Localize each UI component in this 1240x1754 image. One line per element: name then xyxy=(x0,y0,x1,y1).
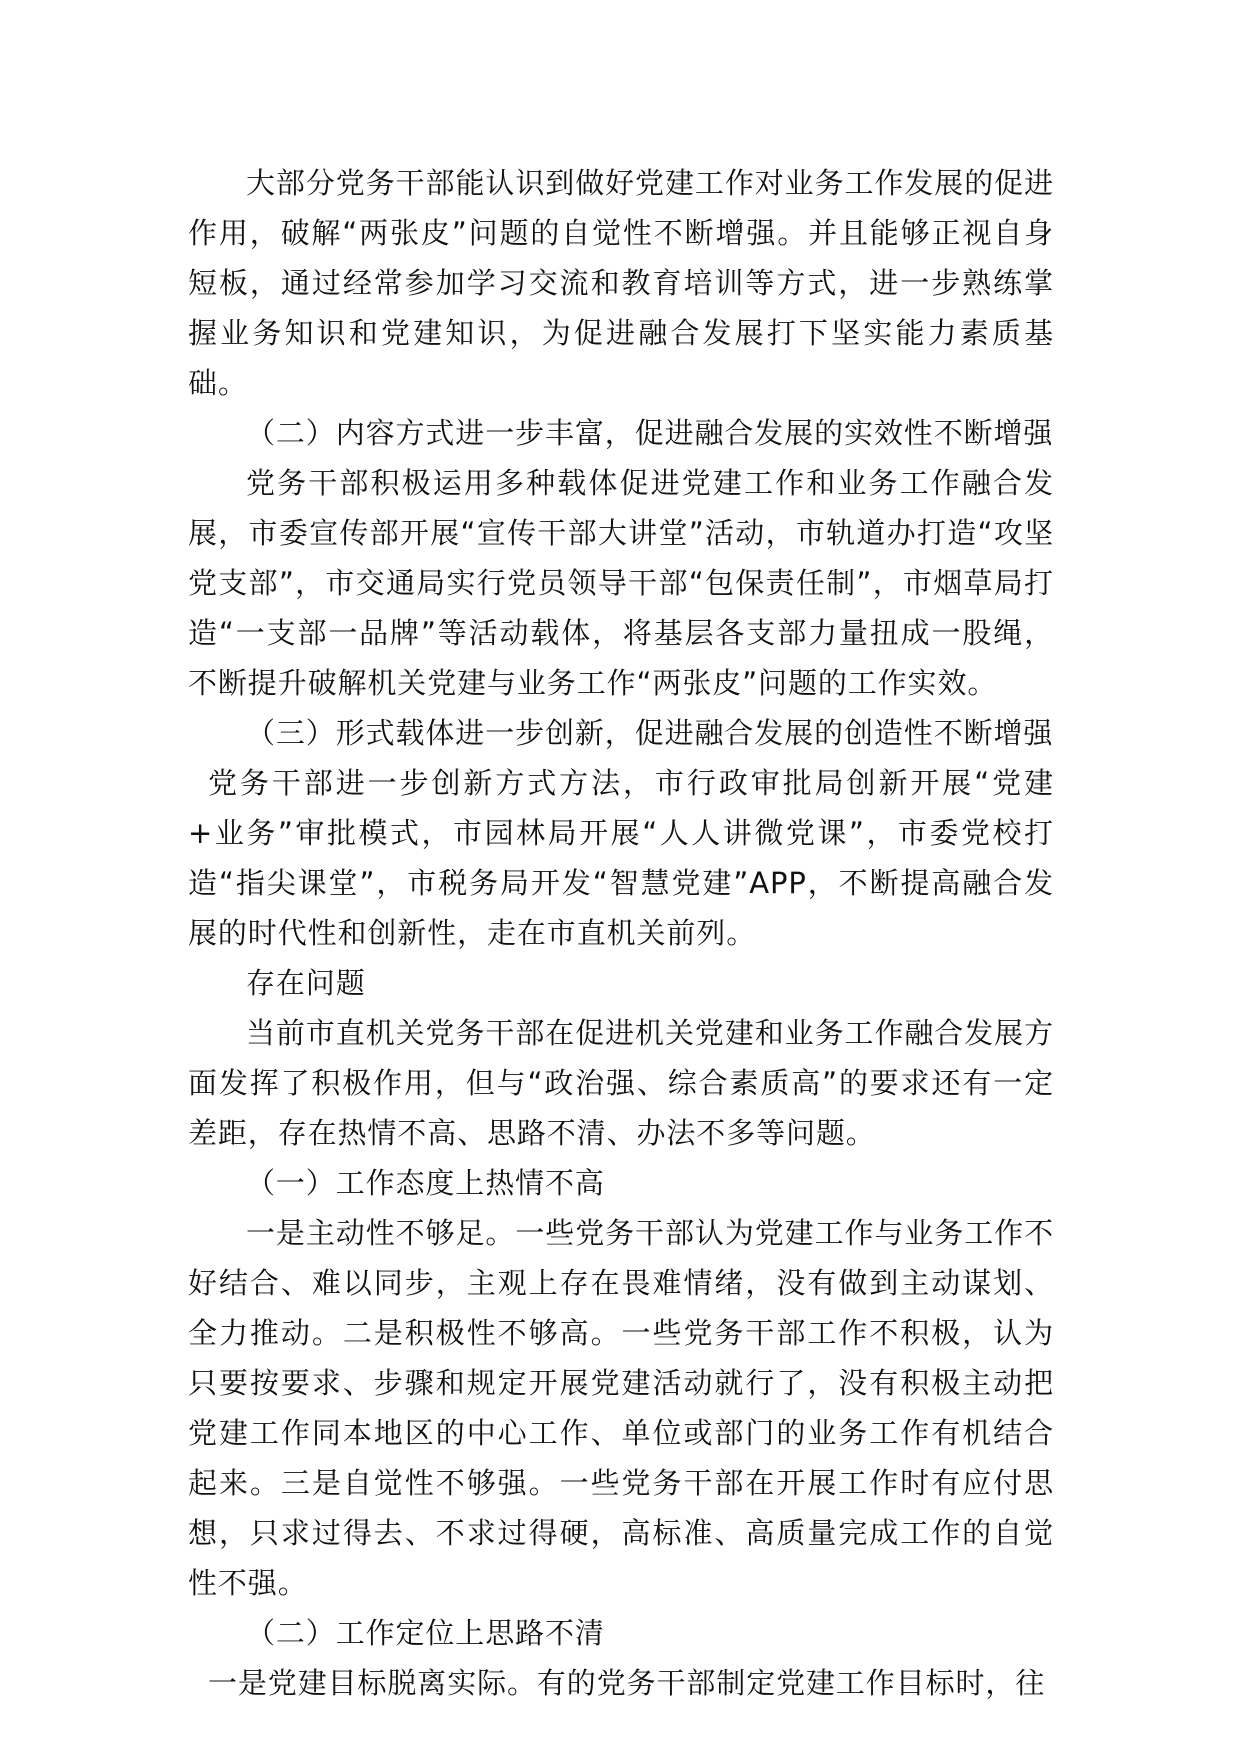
section-heading: （二）工作定位上思路不清 xyxy=(246,1616,605,1650)
section-heading: （二）内容方式进一步丰富，促进融合发展的实效性不断增强 xyxy=(246,416,1054,450)
body-paragraph: 党务干部进一步创新方式方法，市行政审批局创新开展“党建+业务”审批模式，市园林局开展“人人讲微党课”，市委党校打造“指尖课堂”，市税务局开发“智慧党建”APP，不断提高融合发展的时代性和创新性，走在市直机关前列。 xyxy=(188,766,1054,950)
body-paragraph: 当前市直机关党务干部在促进机关党建和业务工作融合发展方面发挥了积极作用，但与“政治强、综合素质高”的要求还有一定差距，存在热情不高、思路不清、办法不多等问题。 xyxy=(188,1016,1054,1150)
document-page xyxy=(188,158,1054,1708)
body-paragraph: 一是主动性不够足。一些党务干部认为党建工作与业务工作不好结合、难以同步，主观上存在畏难情绪，没有做到主动谋划、全力推动。二是积极性不够高。一些党务干部工作不积极，认为只要按要求、步骤和规定开展党建活动就行了，没有积极主动把党建工作同本地区的中心工作、单位或部门的业务工作有机结合起来。三是自觉性不够强。一些党务干部在开展工作时有应付思想，只求过得去、不求过得硬，高标准、高质量完成工作的自觉性不强。 xyxy=(188,1216,1054,1600)
body-paragraph: 大部分党务干部能认识到做好党建工作对业务工作发展的促进作用，破解“两张皮”问题的自觉性不断增强。并且能够正视自身短板，通过经常参加学习交流和教育培训等方式，进一步熟练掌握业务知识和党建知识，为促进融合发展打下坚实能力素质基础。 xyxy=(188,166,1054,400)
body-paragraph: 党务干部积极运用多种载体促进党建工作和业务工作融合发展，市委宣传部开展“宣传干部大讲堂”活动，市轨道办打造“攻坚党支部”，市交通局实行党员领导干部“包保责任制”，市烟草局打造“一支部一品牌”等活动载体，将基层各支部力量扭成一股绳，不断提升破解机关党建与业务工作“两张皮”问题的工作实效。 xyxy=(188,466,1054,700)
section-heading: （三）形式载体进一步创新，促进融合发展的创造性不断增强 xyxy=(246,716,1054,750)
section-heading: （一）工作态度上热情不高 xyxy=(246,1166,605,1200)
body-paragraph: 一是党建目标脱离实际。有的党务干部制定党建工作目标时，往 xyxy=(208,1666,1046,1700)
section-heading: 存在问题 xyxy=(246,966,366,1000)
